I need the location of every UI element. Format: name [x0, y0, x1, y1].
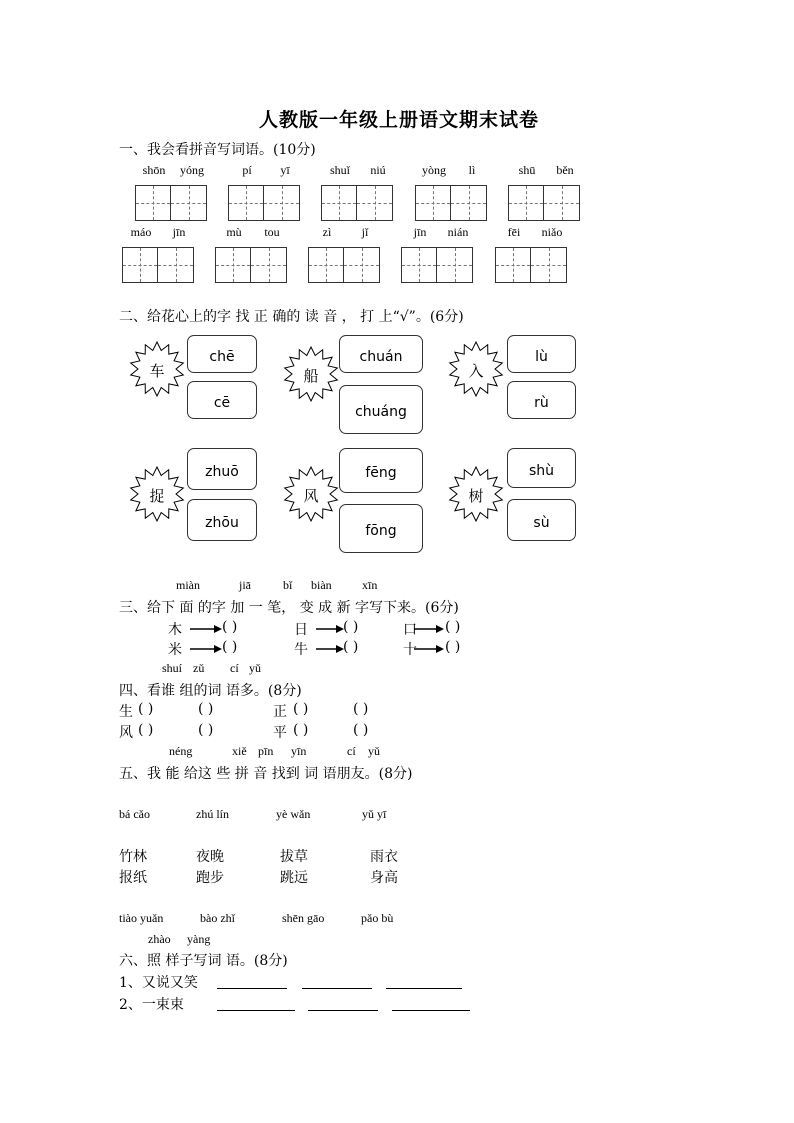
- base-character: 十: [403, 642, 417, 658]
- flower-character: 风: [303, 487, 319, 505]
- answer-parentheses[interactable]: ( ): [138, 722, 154, 738]
- answer-parentheses[interactable]: ( ): [138, 701, 154, 717]
- right-arrow-icon: [414, 623, 444, 635]
- grid-cell[interactable]: [451, 185, 487, 221]
- pinyin-hint: yīn: [291, 744, 307, 758]
- tianzige-box[interactable]: [135, 185, 207, 221]
- chinese-word[interactable]: 拔草: [280, 849, 308, 865]
- pinyin-word: yè wǎn: [276, 807, 311, 821]
- pinyin-word[interactable]: pǎo bù: [361, 911, 394, 925]
- tianzige-box[interactable]: [215, 247, 287, 283]
- grid-cell[interactable]: [251, 247, 287, 283]
- group-character: 风: [119, 725, 133, 741]
- flower-character: 捉: [149, 487, 165, 505]
- answer-parentheses[interactable]: ( ): [353, 722, 369, 738]
- pinyin-word[interactable]: tiào yuǎn: [119, 911, 164, 925]
- pinyin-label: jǐ: [361, 225, 369, 239]
- answer-parentheses[interactable]: ( ): [445, 639, 461, 655]
- group-character: 生: [119, 704, 133, 720]
- right-arrow-icon: [414, 643, 444, 655]
- base-character: 木: [168, 622, 182, 638]
- pinyin-label: jīn: [413, 225, 427, 239]
- pinyin-hint: xīn: [362, 578, 378, 592]
- base-character: 米: [168, 642, 182, 658]
- section-1-heading: 一、我会看拼音写词语。(10分): [119, 142, 316, 158]
- flower-character: 树: [468, 487, 484, 505]
- pinyin-hint: shuí: [162, 661, 183, 675]
- tianzige-box[interactable]: [495, 247, 567, 283]
- pinyin-label: běn: [556, 163, 574, 177]
- base-character: 牛: [294, 642, 308, 658]
- pinyin-label: lì: [468, 163, 476, 177]
- pinyin-label: fēi: [507, 225, 521, 239]
- right-arrow-icon: [190, 643, 222, 655]
- right-arrow-icon: [316, 623, 344, 635]
- pinyin-label: yóng: [180, 163, 204, 177]
- answer-parentheses[interactable]: ( ): [222, 639, 238, 655]
- pinyin-label: yòng: [422, 163, 446, 177]
- pinyin-option-top[interactable]: shù: [507, 448, 576, 488]
- grid-cell[interactable]: [495, 247, 531, 283]
- tianzige-box[interactable]: [401, 247, 473, 283]
- flower-character: 车: [149, 362, 165, 380]
- group-character: 正: [273, 704, 287, 720]
- pinyin-option-top[interactable]: zhuō: [187, 448, 257, 490]
- answer-parentheses[interactable]: ( ): [343, 639, 359, 655]
- grid-cell[interactable]: [531, 247, 567, 283]
- pinyin-word[interactable]: shēn gāo: [282, 911, 325, 925]
- pinyin-option-top[interactable]: chē: [187, 335, 257, 373]
- pinyin-option-top[interactable]: chuán: [339, 335, 423, 373]
- section-4-heading: 四、看谁 组的词 语多。(8分): [119, 683, 302, 699]
- tianzige-box[interactable]: [122, 247, 194, 283]
- section-6-heading: 六、照 样子写词 语。(8分): [119, 953, 288, 969]
- grid-cell[interactable]: [321, 185, 357, 221]
- pinyin-label: yī: [280, 163, 290, 177]
- pinyin-option-bottom[interactable]: chuáng: [339, 385, 423, 434]
- pinyin-label: niú: [370, 163, 386, 177]
- grid-cell[interactable]: [308, 247, 344, 283]
- pinyin-option-top[interactable]: lù: [507, 335, 576, 373]
- answer-parentheses[interactable]: ( ): [293, 722, 309, 738]
- tianzige-box[interactable]: [415, 185, 487, 221]
- grid-cell[interactable]: [264, 185, 300, 221]
- pinyin-word: yǔ yī: [362, 807, 387, 821]
- answer-blank-line[interactable]: [217, 988, 287, 989]
- page-title: 人教版一年级上册语文期末试卷: [259, 109, 540, 131]
- group-character: 平: [273, 725, 287, 741]
- pinyin-hint: jiā: [239, 578, 251, 592]
- grid-cell[interactable]: [508, 185, 544, 221]
- answer-blank-line[interactable]: [386, 988, 462, 989]
- pinyin-hint: xiě: [232, 744, 247, 758]
- chinese-word[interactable]: 跑步: [196, 870, 224, 886]
- pinyin-option-bottom[interactable]: cē: [187, 381, 257, 419]
- pinyin-label: mù: [226, 225, 242, 239]
- answer-parentheses[interactable]: ( ): [293, 701, 309, 717]
- chinese-word[interactable]: 跳远: [280, 870, 308, 886]
- answer-parentheses[interactable]: ( ): [445, 619, 461, 635]
- pinyin-label: shōn: [142, 163, 166, 177]
- flower-character: 船: [303, 367, 319, 385]
- answer-parentheses[interactable]: ( ): [198, 722, 214, 738]
- pinyin-hint: bǐ: [283, 578, 293, 592]
- chinese-word[interactable]: 身高: [370, 870, 398, 886]
- answer-parentheses[interactable]: ( ): [222, 619, 238, 635]
- answer-blank-line[interactable]: [302, 988, 372, 989]
- grid-cell[interactable]: [357, 185, 393, 221]
- right-arrow-icon: [316, 643, 344, 655]
- example-item: 2、一束束: [119, 997, 184, 1013]
- grid-cell[interactable]: [344, 247, 380, 283]
- tianzige-box[interactable]: [228, 185, 300, 221]
- chinese-word[interactable]: 报纸: [119, 870, 147, 886]
- pinyin-label: niǎo: [541, 225, 563, 239]
- section-5-heading: 五、我 能 给这 些 拼 音 找到 词 语朋友。(8分): [119, 766, 413, 782]
- grid-cell[interactable]: [437, 247, 473, 283]
- pinyin-word: zhú lín: [196, 807, 229, 821]
- answer-parentheses[interactable]: ( ): [198, 701, 214, 717]
- pinyin-label: zì: [322, 225, 332, 239]
- grid-cell[interactable]: [122, 247, 158, 283]
- pinyin-hint: biàn: [311, 578, 332, 592]
- section-3-heading: 三、给下 面 的字 加 一 笔， 变 成 新 字写下来。(6分): [119, 600, 459, 616]
- chinese-word[interactable]: 夜晚: [196, 849, 224, 865]
- pinyin-label: shuǐ: [329, 163, 350, 177]
- answer-parentheses[interactable]: ( ): [353, 701, 369, 717]
- grid-cell[interactable]: [215, 247, 251, 283]
- pinyin-hint: miàn: [176, 578, 200, 592]
- tianzige-box[interactable]: [321, 185, 393, 221]
- pinyin-hint: yǔ: [249, 661, 261, 675]
- answer-blank-line[interactable]: [217, 1010, 295, 1011]
- pinyin-hint: yǔ: [368, 744, 380, 758]
- pinyin-option-bottom[interactable]: fōng: [339, 504, 423, 553]
- answer-blank-line[interactable]: [308, 1010, 378, 1011]
- grid-cell[interactable]: [171, 185, 207, 221]
- grid-cell[interactable]: [158, 247, 194, 283]
- answer-blank-line[interactable]: [392, 1010, 470, 1011]
- pinyin-hint: zǔ: [193, 661, 205, 675]
- pinyin-hint: néng: [169, 744, 193, 758]
- pinyin-word[interactable]: bào zhǐ: [200, 911, 235, 925]
- base-character: 口: [403, 622, 417, 638]
- pinyin-option-bottom[interactable]: rù: [507, 381, 576, 419]
- pinyin-label: máo: [130, 225, 152, 239]
- tianzige-box[interactable]: [308, 247, 380, 283]
- section-2-heading: 二、给花心上的字 找 正 确的 读 音 ， 打 上“√”。(6分): [119, 309, 464, 325]
- grid-cell[interactable]: [415, 185, 451, 221]
- right-arrow-icon: [190, 623, 222, 635]
- grid-cell[interactable]: [135, 185, 171, 221]
- pinyin-hint: cí: [347, 744, 356, 758]
- chinese-word[interactable]: 竹林: [119, 849, 147, 865]
- pinyin-option-top[interactable]: fēng: [339, 448, 423, 493]
- pinyin-label: tou: [264, 225, 280, 239]
- pinyin-option-bottom[interactable]: zhōu: [187, 499, 257, 541]
- pinyin-option-bottom[interactable]: sù: [507, 499, 576, 541]
- pinyin-label: pí: [242, 163, 252, 177]
- pinyin-label: jīn: [172, 225, 186, 239]
- grid-cell[interactable]: [544, 185, 580, 221]
- pinyin-hint: pīn: [258, 744, 274, 758]
- example-item: 1、又说又笑: [119, 975, 198, 991]
- grid-cell[interactable]: [401, 247, 437, 283]
- pinyin-hint: yàng: [187, 932, 211, 946]
- pinyin-label: shū: [518, 163, 536, 177]
- pinyin-word: bá cǎo: [119, 807, 150, 821]
- pinyin-hint: cí: [230, 661, 239, 675]
- flower-character: 入: [468, 362, 484, 380]
- tianzige-box[interactable]: [508, 185, 580, 221]
- pinyin-hint: zhào: [148, 932, 171, 946]
- base-character: 日: [294, 622, 308, 638]
- answer-parentheses[interactable]: ( ): [343, 619, 359, 635]
- pinyin-label: nián: [447, 225, 469, 239]
- chinese-word[interactable]: 雨衣: [370, 849, 398, 865]
- grid-cell[interactable]: [228, 185, 264, 221]
